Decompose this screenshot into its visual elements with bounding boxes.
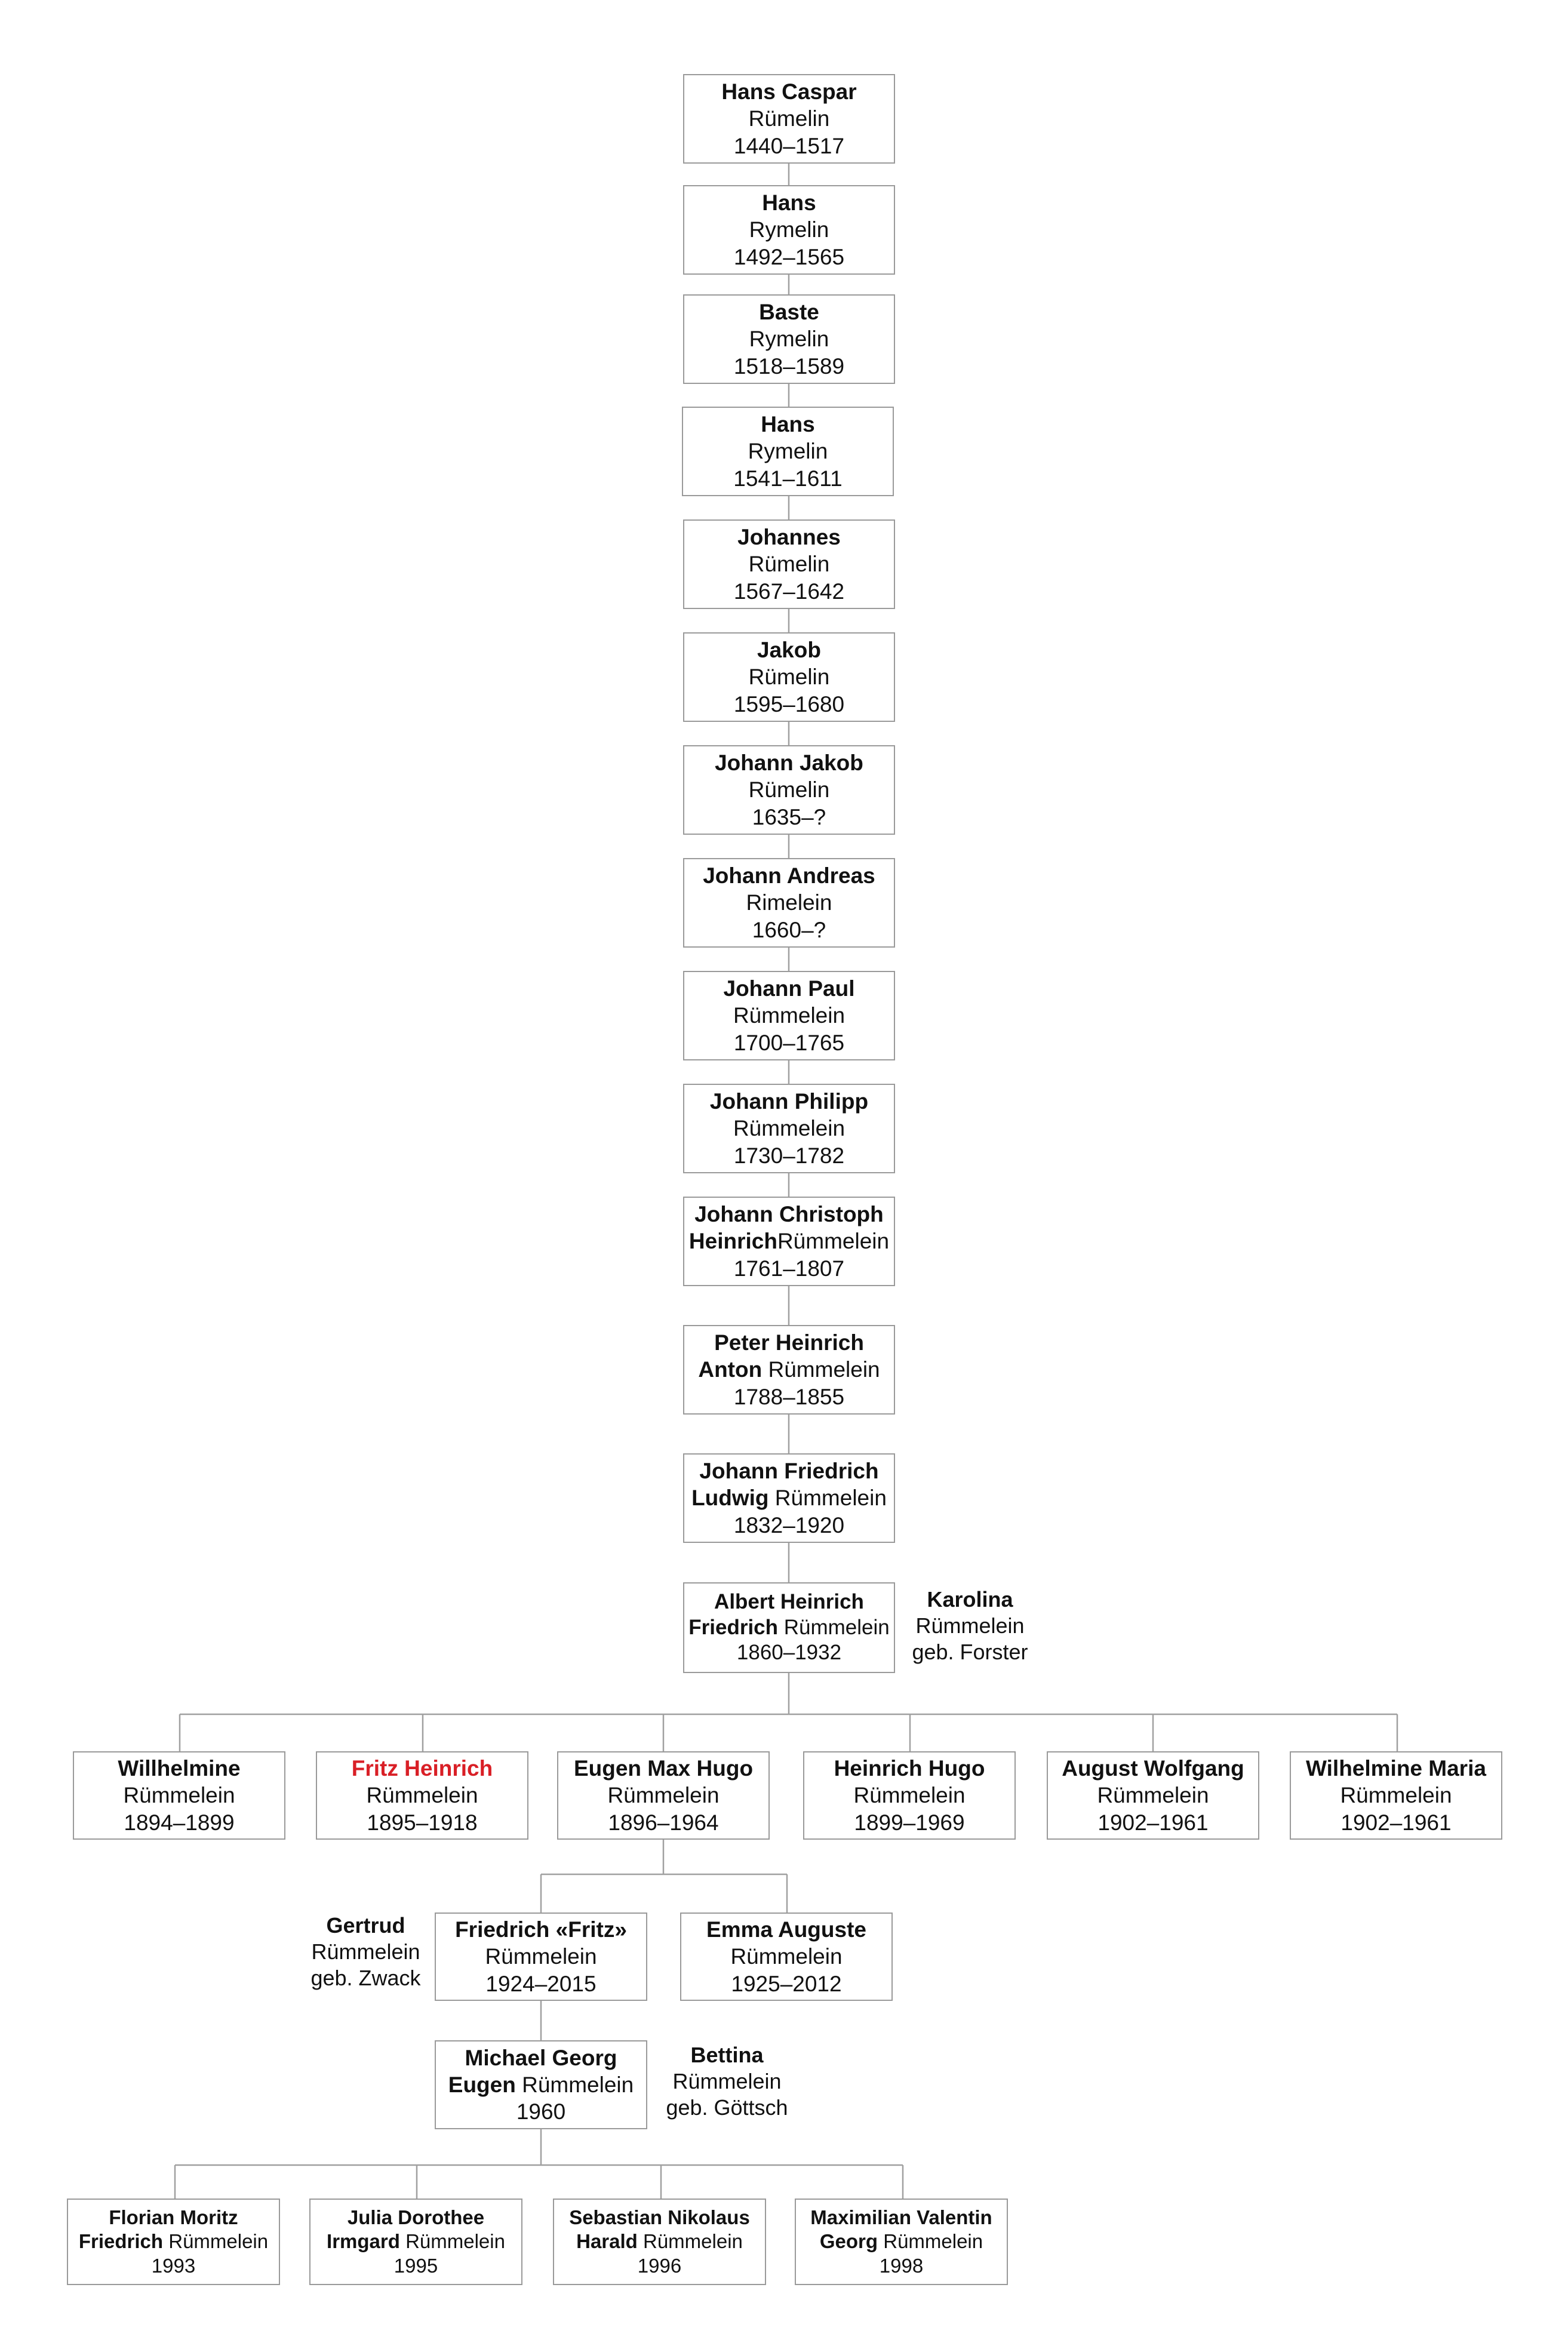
person-node-johann-jakob <box>683 745 895 835</box>
life-years: 1996 <box>637 2254 682 2277</box>
given-name-second: Friedrich <box>688 1615 779 1639</box>
given-name: Emma Auguste <box>706 1917 866 1942</box>
surname: Rümmelein <box>778 1615 890 1639</box>
surname: Rümmelein <box>878 2230 983 2253</box>
spouse-given-name: Bettina <box>690 2043 764 2067</box>
spouse-maiden-name: geb. Göttsch <box>666 2095 788 2120</box>
person-node-johann-andreas <box>683 858 895 948</box>
given-name: Johann Philipp <box>709 1089 869 1114</box>
surname: Rümmelein <box>485 1944 597 1969</box>
life-years: 1700–1765 <box>733 1030 845 1055</box>
life-years: 1894–1899 <box>124 1810 235 1835</box>
person-node-julia-dorothee-irmgard <box>309 2199 522 2285</box>
given-name: Peter Heinrich <box>714 1330 864 1355</box>
person-node-eugen-max-hugo <box>557 1751 770 1840</box>
spouse-surname: Rümmelein <box>915 1613 1025 1638</box>
life-years: 1925–2012 <box>731 1971 842 1996</box>
surname: Rümmelein <box>366 1783 478 1808</box>
life-years: 1492–1565 <box>733 244 845 269</box>
given-name-second: Ludwig <box>691 1486 769 1511</box>
person-node-johannes <box>683 519 895 609</box>
spouse-given-name: Gertrud <box>326 1913 405 1938</box>
surname: Rümelin <box>748 777 830 803</box>
life-years: 1730–1782 <box>733 1143 845 1168</box>
person-node-hans-1541 <box>682 407 894 496</box>
given-name: Albert Heinrich <box>714 1589 864 1613</box>
given-name: Hans <box>761 412 815 437</box>
life-years: 1895–1918 <box>367 1810 478 1835</box>
life-years: 1660–? <box>752 917 826 942</box>
given-name: Sebastian Nikolaus <box>569 2206 750 2229</box>
given-name-second: Georg <box>819 2230 878 2253</box>
person-node-johann-paul <box>683 971 895 1060</box>
given-name: Johann Christoph <box>694 1202 884 1227</box>
life-years: 1924–2015 <box>485 1971 597 1996</box>
person-node-hans-1492 <box>683 185 895 275</box>
spouse-bettina <box>657 2042 797 2121</box>
given-name-second: Harald <box>576 2230 638 2253</box>
given-name: Johannes <box>737 525 841 550</box>
given-name: Baste <box>759 300 819 325</box>
surname: Rümmelein <box>853 1783 966 1808</box>
person-node-baste <box>683 294 895 384</box>
given-name: Julia Dorothee <box>347 2206 485 2229</box>
given-name: Hans <box>762 190 816 216</box>
given-name: Wilhelmine Maria <box>1306 1756 1486 1781</box>
surname: Rümmelein <box>123 1783 235 1808</box>
life-years: 1896–1964 <box>608 1810 719 1835</box>
surname: Rymelin <box>748 439 828 464</box>
surname: Rümelin <box>748 106 830 131</box>
person-node-jakob <box>683 632 895 722</box>
given-name: Michael Georg <box>465 2045 617 2070</box>
given-name-highlighted: Fritz Heinrich <box>351 1756 493 1781</box>
person-node-august-wolfgang <box>1047 1751 1259 1840</box>
surname: Rümmelein <box>777 1229 890 1254</box>
spouse-given-name: Karolina <box>927 1587 1013 1612</box>
surname: Rümmelein <box>730 1944 843 1969</box>
given-name: Friedrich «Fritz» <box>455 1917 627 1942</box>
given-name-second: Heinrich <box>688 1229 777 1254</box>
surname: Rümmelein <box>163 2230 269 2253</box>
spouse-gertrud <box>299 1913 433 1991</box>
surname: Rümelin <box>748 665 830 690</box>
surname: Rümelin <box>748 552 830 577</box>
person-node-michael-georg-eugen <box>435 2040 647 2129</box>
spouse-surname: Rümmelein <box>311 1939 420 1964</box>
spouse-maiden-name: geb. Zwack <box>310 1965 421 1990</box>
given-name-second: Irmgard <box>327 2230 400 2253</box>
spouse-karolina <box>903 1586 1037 1665</box>
person-node-maximilian-valentin-georg <box>795 2199 1008 2285</box>
person-node-johann-philipp <box>683 1084 895 1173</box>
person-node-fritz-heinrich <box>316 1751 528 1840</box>
given-name: Johann Friedrich <box>699 1459 879 1484</box>
person-node-hans-caspar <box>683 74 895 164</box>
person-node-johann-christoph-heinrich <box>683 1197 895 1286</box>
person-node-florian-moritz-friedrich <box>67 2199 280 2285</box>
surname: Rümmelein <box>768 1486 887 1511</box>
surname: Rümmelein <box>762 1357 880 1382</box>
given-name: Johann Jakob <box>715 751 863 776</box>
person-node-wilhelmine-maria <box>1290 1751 1502 1840</box>
surname: Rümmelein <box>607 1783 720 1808</box>
given-name: Hans Caspar <box>721 79 857 104</box>
spouse-surname: Rümmelein <box>672 2068 782 2093</box>
surname: Rümmelein <box>637 2230 743 2253</box>
life-years: 1440–1517 <box>733 133 845 158</box>
life-years: 1960 <box>516 2099 566 2124</box>
life-years: 1860–1932 <box>736 1641 842 1665</box>
life-years: 1993 <box>151 2254 196 2277</box>
surname: Rümmelein <box>399 2230 505 2253</box>
given-name: Florian Moritz <box>109 2206 238 2229</box>
given-name-second: Eugen <box>448 2072 516 2097</box>
life-years: 1595–1680 <box>733 691 845 717</box>
given-name-second: Anton <box>698 1357 763 1382</box>
given-name: Eugen Max Hugo <box>573 1756 754 1781</box>
given-name: Johann Paul <box>723 976 855 1001</box>
life-years: 1899–1969 <box>854 1810 965 1835</box>
given-name: Jakob <box>757 638 821 663</box>
given-name: Maximilian Valentin <box>810 2206 992 2229</box>
life-years: 1998 <box>879 2254 924 2277</box>
life-years: 1567–1642 <box>733 579 845 604</box>
surname: Rümmelein <box>733 1116 846 1141</box>
person-node-johann-friedrich-ludwig <box>683 1453 895 1543</box>
life-years: 1832–1920 <box>733 1512 845 1538</box>
life-years: 1761–1807 <box>733 1256 845 1281</box>
spouse-maiden-name: geb. Forster <box>912 1639 1028 1664</box>
life-years: 1902–1961 <box>1097 1810 1209 1835</box>
person-node-albert-heinrich-friedrich <box>683 1582 895 1673</box>
life-years: 1518–1589 <box>733 353 845 379</box>
surname: Rimelein <box>746 890 832 915</box>
given-name-second: Friedrich <box>78 2230 164 2253</box>
life-years: 1902–1961 <box>1341 1810 1452 1835</box>
person-node-peter-heinrich-anton <box>683 1325 895 1415</box>
surname: Rümmelein <box>1097 1783 1209 1808</box>
life-years: 1788–1855 <box>733 1384 845 1409</box>
life-years: 1541–1611 <box>733 466 843 491</box>
surname: Rümmelein <box>1340 1783 1452 1808</box>
person-node-willhelmine <box>73 1751 285 1840</box>
given-name: August Wolfgang <box>1062 1756 1244 1781</box>
given-name: Heinrich Hugo <box>834 1756 985 1781</box>
person-node-emma-auguste <box>680 1913 893 2001</box>
person-node-sebastian-nikolaus-harald <box>553 2199 766 2285</box>
given-name: Willhelmine <box>118 1756 241 1781</box>
person-node-friedrich-fritz <box>435 1913 647 2001</box>
life-years: 1635–? <box>752 804 826 829</box>
person-node-heinrich-hugo <box>803 1751 1016 1840</box>
surname: Rymelin <box>749 327 829 352</box>
surname: Rümmelein <box>515 2072 634 2097</box>
surname: Rymelin <box>749 217 829 242</box>
given-name: Johann Andreas <box>703 863 875 888</box>
surname: Rümmelein <box>733 1003 846 1028</box>
life-years: 1995 <box>393 2254 438 2277</box>
